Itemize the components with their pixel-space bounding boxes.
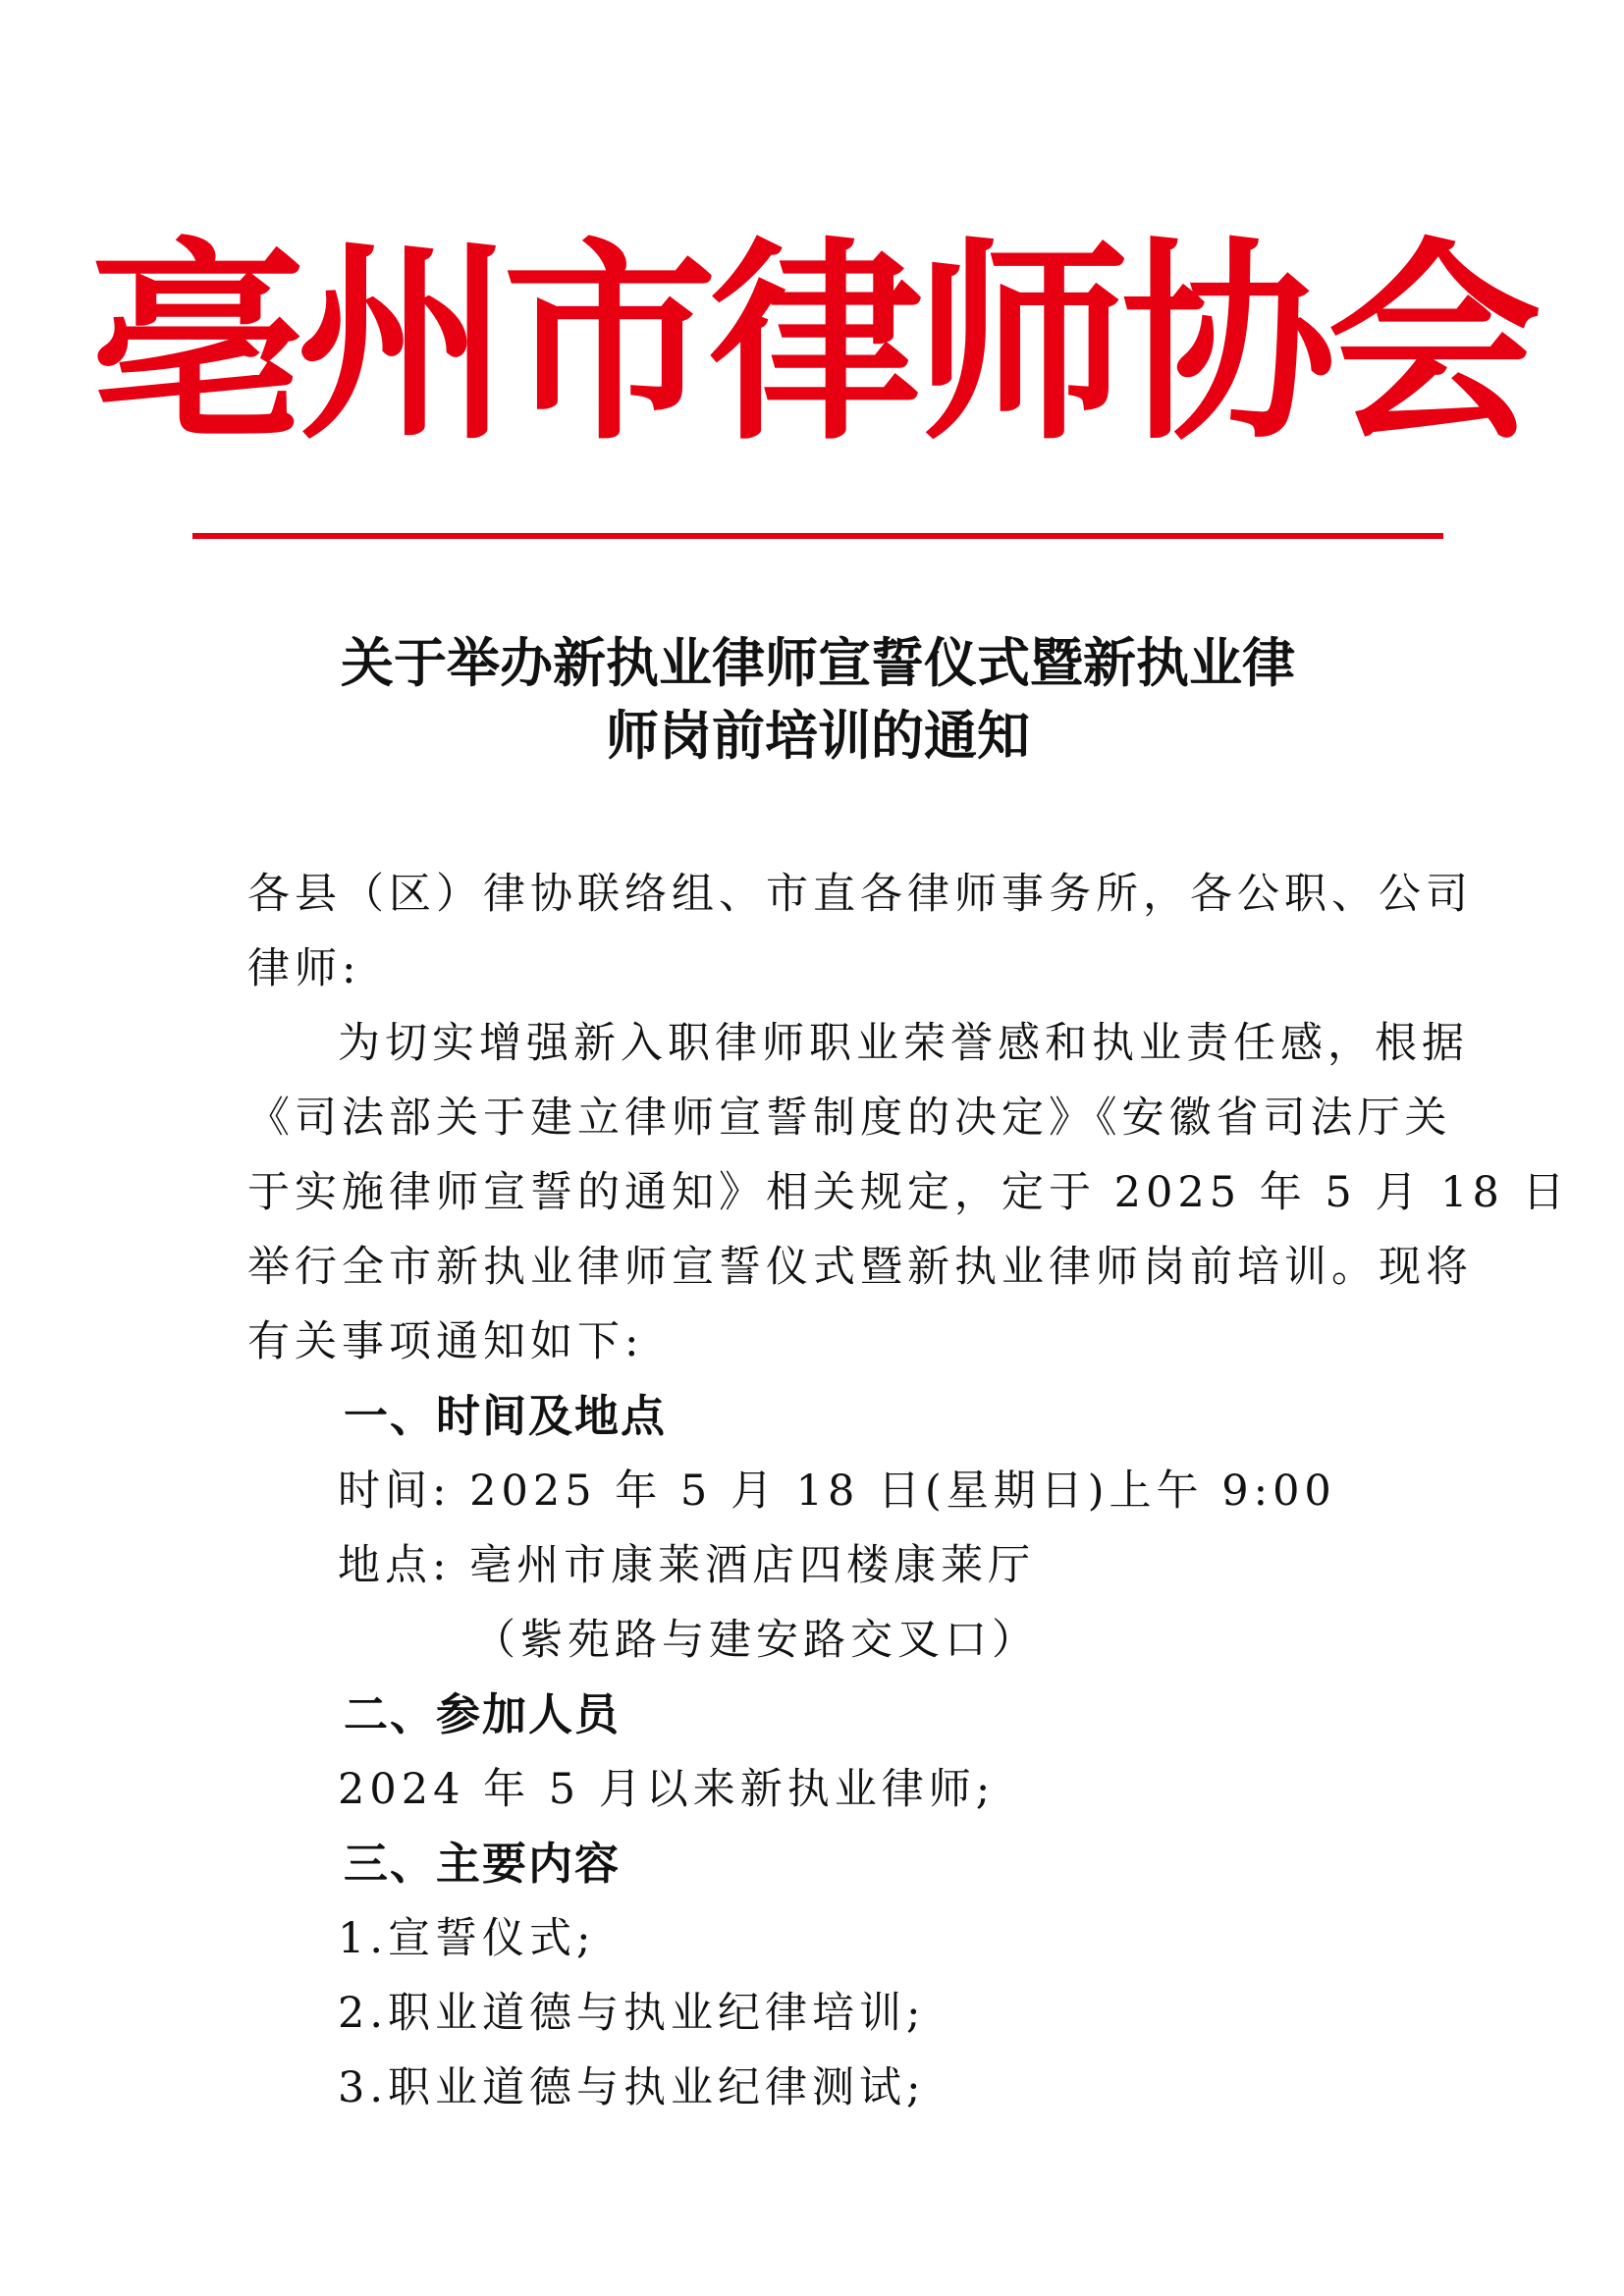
section-3-item-1: 1.宣誓仪式; (338, 1914, 596, 1963)
intro-line-1: 为切实增强新入职律师职业荣誉感和执业责任感，根据 (338, 1019, 1469, 1068)
org-letterhead-title: 亳州市律师协会 (90, 218, 1534, 469)
letterhead-red-rule (192, 533, 1443, 539)
section-3-item-2: 2.职业道德与执业纪律培训; (338, 1989, 926, 2038)
intro-line-3: 于实施律师宣誓的通知》相关规定，定于 2025 年 5 月 18 日 (247, 1168, 1570, 1217)
salutation-line-2: 律师: (247, 944, 361, 993)
section-2-heading: 二、参加人员 (344, 1688, 622, 1740)
intro-line-2: 《司法部关于建立律师宣誓制度的决定》《安徽省司法厅关 (247, 1094, 1452, 1143)
document-title (192, 626, 1443, 772)
section-2-text: 2024 年 5 月以来新执业律师; (338, 1765, 996, 1814)
section-1-time: 时间: 2025 年 5 月 18 日(星期日)上午 9:00 (338, 1467, 1336, 1516)
section-3-heading: 三、主要内容 (344, 1838, 622, 1890)
intro-line-4: 举行全市新执业律师宣誓仪式暨新执业律师岗前培训。现将 (247, 1243, 1473, 1292)
section-1-place-detail: （紫苑路与建安路交叉口） (473, 1616, 1039, 1665)
section-1-place: 地点: 亳州市康莱酒店四楼康莱厅 (338, 1541, 1036, 1590)
section-3-item-3: 3.职业道德与执业纪律测试; (338, 2063, 926, 2112)
document-body (247, 857, 1570, 2125)
section-1-heading: 一、时间及地点 (344, 1390, 668, 1442)
document-title-line-2: 师岗前培训的通知 (606, 704, 1030, 767)
salutation-line-1: 各县（区）律协联络组、市直各律师事务所，各公职、公司 (247, 870, 1473, 919)
intro-line-5: 有关事项通知如下: (247, 1317, 644, 1366)
document-title-line-1: 关于举办新执业律师宣誓仪式暨新执业律 (341, 631, 1295, 694)
